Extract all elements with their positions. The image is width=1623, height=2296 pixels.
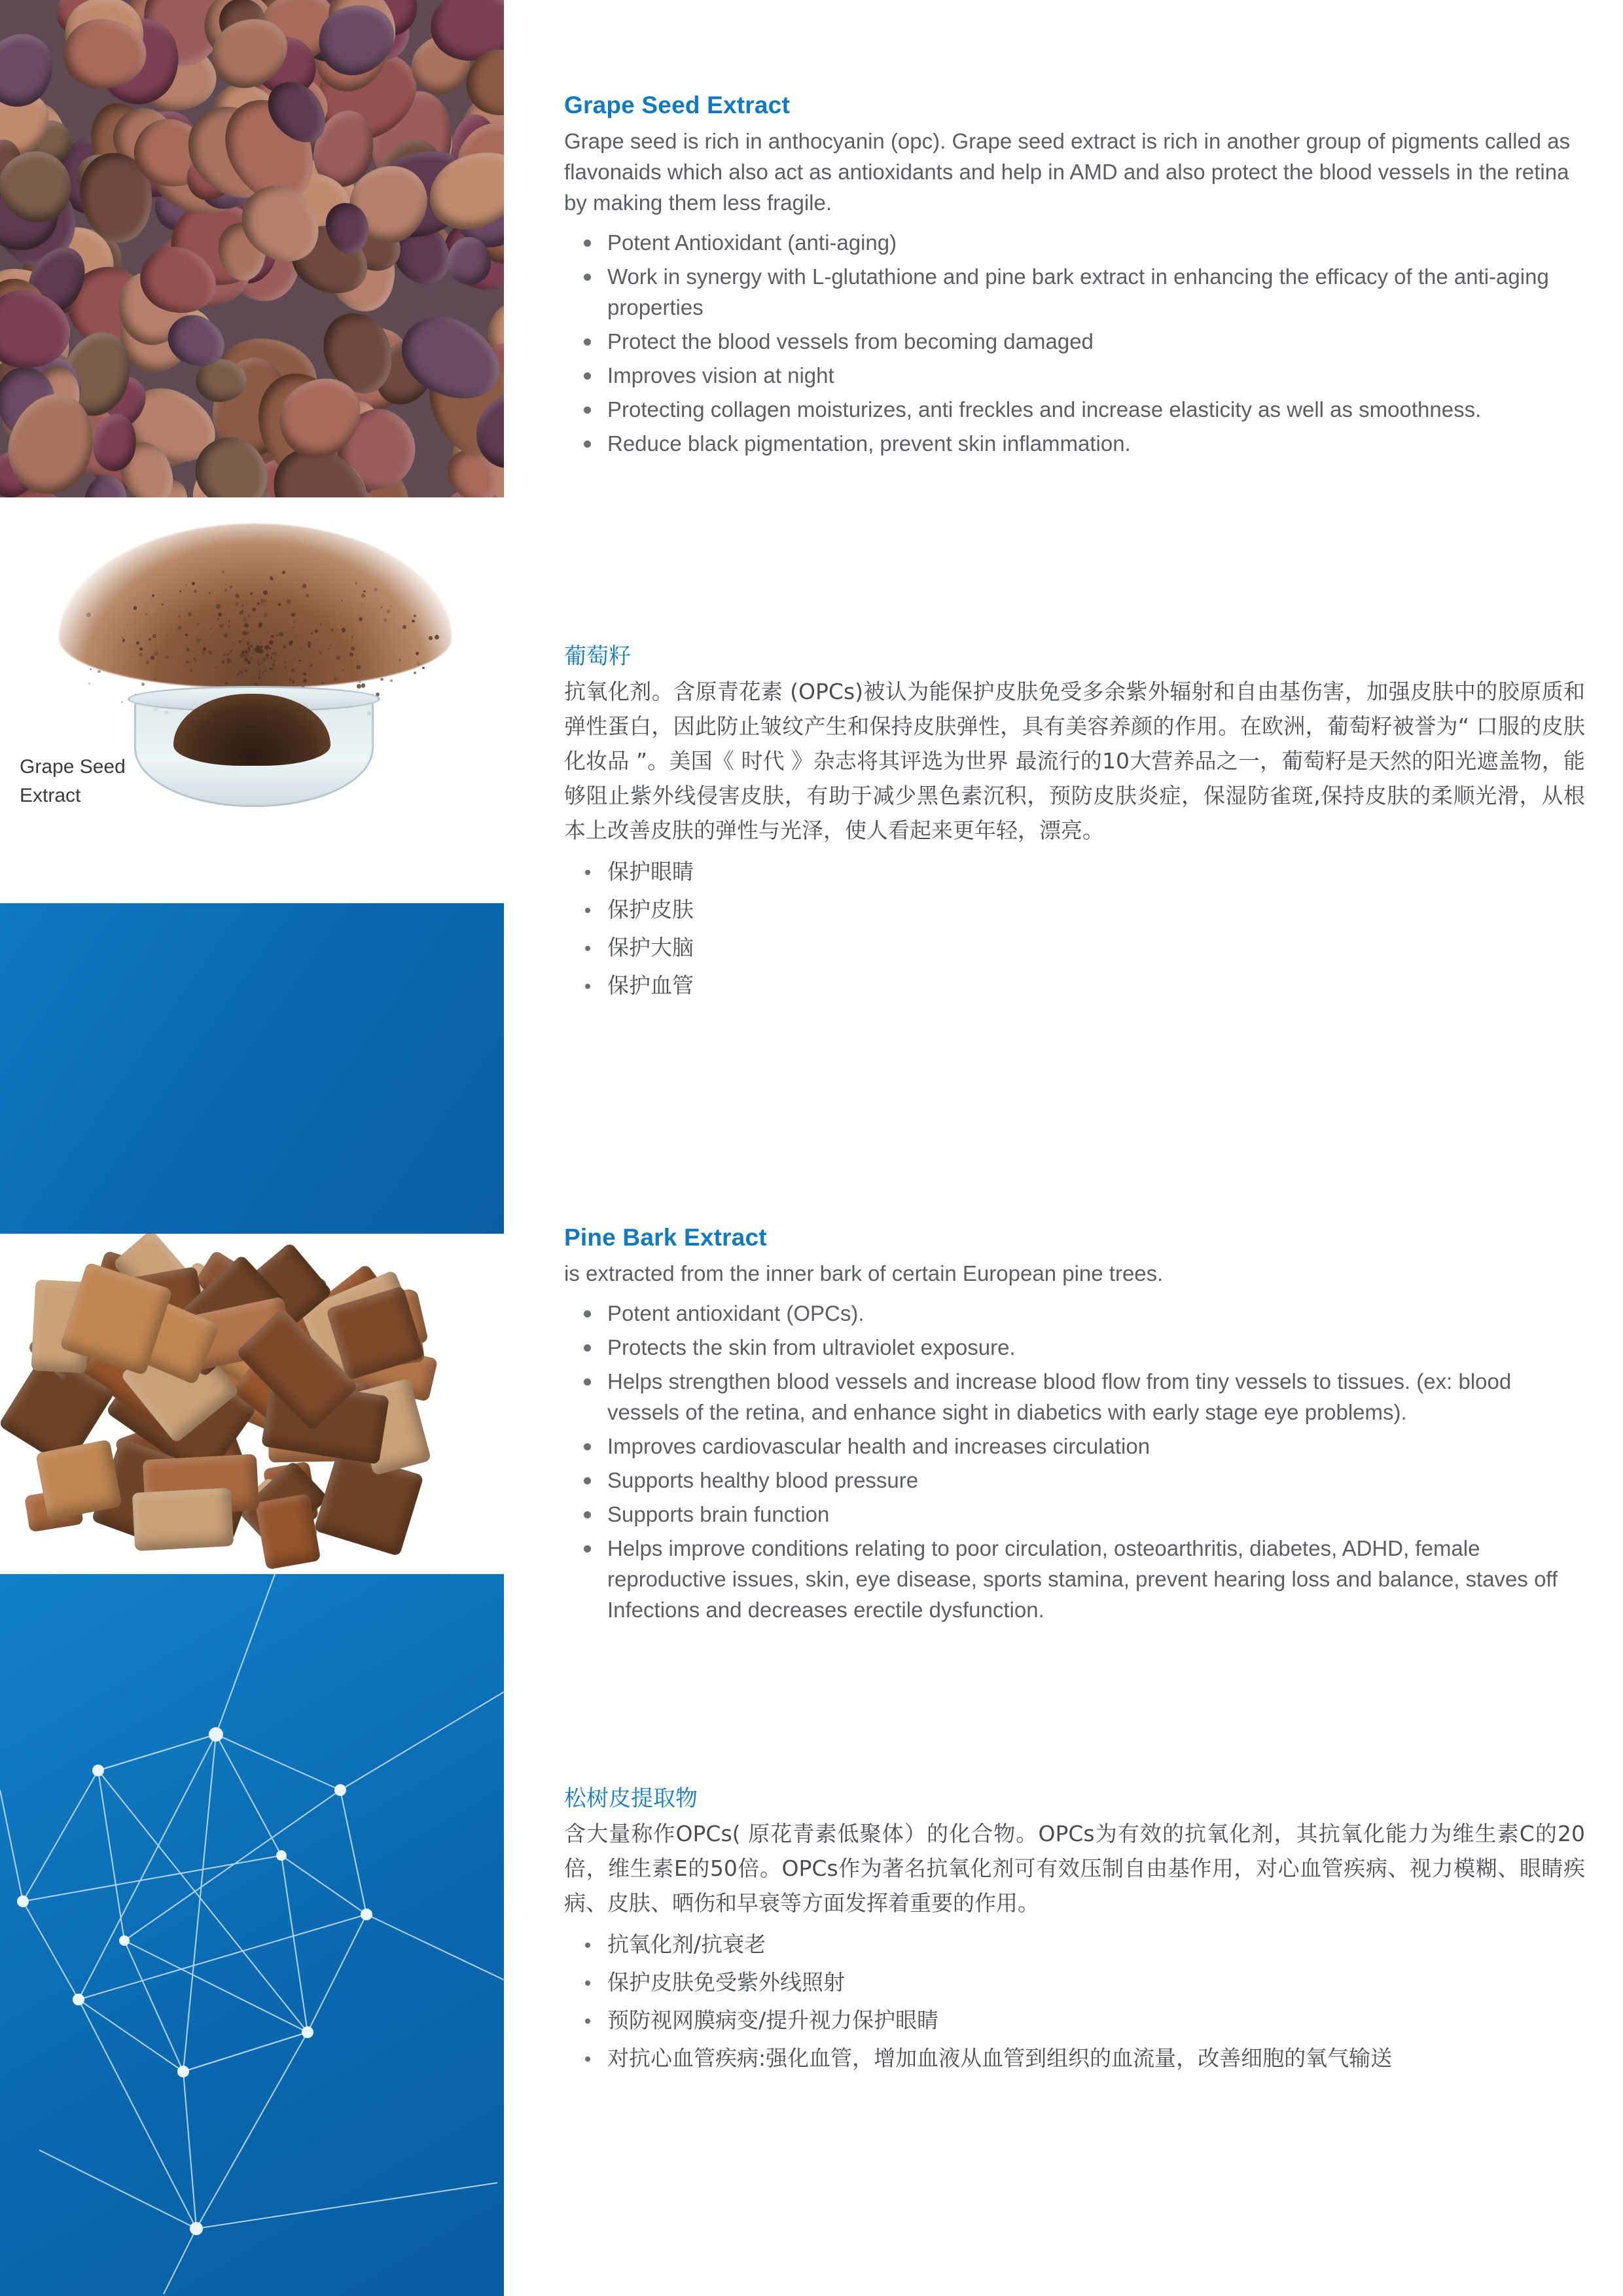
powder-grain [235, 602, 238, 605]
powder-grain [242, 617, 247, 622]
powder-grain [356, 665, 361, 670]
powder-grain [364, 590, 366, 592]
grape-seeds-texture [0, 0, 504, 497]
powder-grain [390, 679, 393, 682]
powder-grain [210, 628, 212, 630]
powder-grain [399, 658, 401, 661]
powder-grain [417, 662, 420, 665]
powder-grain [270, 576, 273, 579]
powder-grain [226, 653, 229, 656]
powder-grain [258, 676, 261, 679]
powder-grain [272, 635, 274, 637]
powder-grain [334, 677, 338, 681]
powder-grain [145, 613, 147, 615]
pine-bark-chips-photo [0, 1234, 504, 1574]
powder-grain [228, 625, 230, 628]
powder-grain [122, 639, 126, 642]
powder-grain [292, 680, 294, 683]
powder-grain [185, 584, 187, 586]
powder-grain [141, 683, 145, 686]
powder-grain [222, 571, 224, 573]
list-item: Work in synergy with L-glutathione and pine bark extract in enhancing the efficacy of the anti-aging properties [564, 261, 1585, 323]
powder-grain [226, 658, 231, 662]
powder-grain [250, 592, 253, 595]
powder-grain [302, 584, 306, 588]
powder-grain [252, 608, 255, 611]
powder-grain [270, 668, 274, 671]
list-item: Potent Antioxidant (anti-aging) [564, 227, 1585, 258]
list-item: Improves vision at night [564, 360, 1585, 391]
powder-grain [256, 645, 260, 649]
powder-grain [196, 638, 201, 643]
powder-grain [121, 701, 123, 703]
grape-seeds-photo [0, 0, 504, 497]
powder-grain [270, 656, 272, 658]
powder-grain [355, 582, 357, 584]
powder-grain [244, 669, 247, 672]
powder-grain [86, 613, 91, 617]
powder-grain [250, 657, 252, 659]
grape-seed-intro-en: Grape seed is rich in anthocyanin (opc). Grape seed extract is rich in another group of pigments called as flavonaids which also act as antioxidants and help in AMD and also protect the blood vessels in the retina by making them less fragile. [564, 129, 1571, 215]
powder-grain [248, 651, 250, 653]
pine-bark-bullets-cn [564, 1927, 1585, 2076]
powder-grain [228, 620, 230, 622]
powder-grain [222, 660, 224, 663]
powder-grain [232, 641, 234, 643]
powder-grain [359, 681, 361, 683]
powder-grain [224, 588, 227, 591]
grape-seed-body-cn: 抗氧化剂。含原青花素 (OPCs)被认为能保护皮肤免受多余紫外辐射和自由基伤害，加强皮肤中的胶原质和弹性蛋白，因此防止皱纹产生和保持皮肤弹性，具有美容养颜的作用。在欧洲，葡萄籽被誉为“ 口服的皮肤化妆品 ”。美国《 时代 》杂志将其评选为世界 最流行的10大营养品之一，葡萄籽是天然的阳光遮盖物，能够阻止紫外线侵害皮肤，有助于减少黑色素沉积，预防皮肤炎症，保湿防雀斑,保持皮肤的柔顺光滑，从根本上改善皮肤的弹性与光泽，使人看起来更年轻，漂亮。 [564, 679, 1585, 843]
powder-grain [310, 664, 313, 667]
list-item: Potent antioxidant (OPCs). [564, 1298, 1585, 1329]
powder-grain [308, 641, 312, 645]
powder-grain [262, 672, 264, 674]
powder-grain [252, 653, 254, 655]
powder-grain [187, 648, 189, 651]
powder-grain [132, 656, 133, 658]
powder-grain [203, 647, 207, 651]
powder-grain [298, 660, 300, 662]
list-item: 保护眼睛 [564, 854, 1585, 889]
powder-grain [319, 651, 322, 655]
powder-grain [336, 656, 340, 660]
powder-grain [306, 594, 310, 598]
powder-grain [244, 623, 249, 628]
powder-grain [244, 658, 248, 662]
powder-grain [330, 628, 334, 632]
powder-grain [261, 645, 263, 647]
powder-grain [166, 656, 168, 658]
powder-grain [279, 632, 283, 636]
list-item: Protecting collagen moisturizes, anti freckles and increase elasticity as well as smoothness. [564, 394, 1585, 425]
powder-grain [136, 641, 139, 645]
powder-grain [429, 636, 433, 640]
powder-grain [380, 678, 383, 681]
powder-grain [351, 636, 353, 638]
list-item: 预防视网膜病变/提升视力保护眼睛 [564, 2003, 1585, 2038]
powder-grain [154, 651, 158, 656]
powder-grain [98, 670, 100, 673]
pine-bark-body-cn: 含大量称作OPCs( 原花青素低聚体）的化合物。OPCs为有效的抗氧化剂，其抗氧化能力为维生素C的20倍，维生素E的50倍。OPCs作为著名抗氧化剂可有效压制自由基作用，对心血管疾病、视力模糊、眼睛疾病、皮肤、晒伤和早衰等方面发挥着重要的作用。 [564, 1821, 1585, 1916]
list-item: Protects the skin from ultraviolet exposure. [564, 1332, 1585, 1363]
powder-grain [241, 650, 244, 653]
powder-grain [88, 683, 90, 685]
powder-grain [422, 667, 425, 670]
powder-grain [272, 653, 274, 655]
grape-seed-extract-section-en [564, 92, 1585, 462]
powder-grain [238, 640, 241, 643]
powder-grain [249, 645, 252, 647]
powder-grain [315, 630, 317, 632]
powder-grain [390, 605, 391, 607]
powder-grain [209, 592, 210, 594]
list-item: 保护皮肤免受紫外线照射 [564, 1965, 1585, 2000]
powder-grain [218, 613, 222, 617]
image-column [0, 0, 504, 2296]
powder-caption-line2: Extract [20, 785, 81, 806]
powder-grain [269, 640, 274, 645]
powder-grain [151, 656, 154, 660]
list-item: Reduce black pigmentation, prevent skin inflammation. [564, 428, 1585, 459]
powder-grain [342, 670, 344, 671]
grape-seed-extract-section-cn [564, 638, 1585, 1006]
powder-grain [90, 668, 92, 670]
grape-seed-title-cn: 葡萄籽 [564, 644, 631, 669]
powder-grain [219, 624, 224, 628]
powder-grain [257, 602, 260, 605]
powder-grain [260, 599, 264, 602]
bark-chip [132, 1488, 234, 1551]
grape-seed [447, 237, 491, 285]
powder-heap [59, 524, 452, 687]
powder-grain [357, 684, 361, 689]
powder-grain [283, 660, 287, 664]
grape-seed-bullets-cn [564, 854, 1585, 1003]
powder-grain [224, 633, 228, 637]
list-item: 对抗心血管疾病:强化血管，增加血液从血管到组织的血流量，改善细胞的氧气输送 [564, 2041, 1585, 2076]
powder-grain [435, 635, 439, 639]
grape-seed-title-en: Grape Seed Extract [564, 92, 790, 118]
powder-grain [414, 672, 416, 674]
powder-grain [329, 645, 331, 647]
list-item: 保护血管 [564, 968, 1585, 1003]
list-item: Helps strengthen blood vessels and increase blood flow from tiny vessels to tissues. (ex: blood vessels of the retina, and enhance sight in diabetics with early stage eye problems). [564, 1366, 1585, 1427]
network-lines-icon [0, 1574, 504, 2296]
powder-grain [215, 667, 216, 668]
powder-grain [291, 613, 295, 617]
powder-grain [361, 683, 366, 688]
grape-seed-bullets-en [564, 227, 1585, 459]
list-item: Supports brain function [564, 1499, 1585, 1530]
powder-grain [272, 663, 275, 666]
powder-grain [174, 649, 175, 650]
powder-grain [264, 668, 267, 672]
powder-grain [197, 623, 200, 626]
powder-grain [190, 643, 192, 645]
powder-grain [216, 604, 221, 609]
list-item: Supports healthy blood pressure [564, 1465, 1585, 1496]
list-item: 保护皮肤 [564, 892, 1585, 927]
list-item: 抗氧化剂/抗衰老 [564, 1927, 1585, 1962]
pine-bark-title-en: Pine Bark Extract [564, 1224, 767, 1251]
pine-bark-title-cn: 松树皮提取物 [564, 1786, 698, 1811]
list-item: Protect the blood vessels from becoming damaged [564, 326, 1585, 357]
pine-bark-bullets-en [564, 1298, 1585, 1625]
powder-grain [266, 632, 269, 635]
blue-network-nodes-graphic [0, 1574, 504, 2296]
powder-grain [146, 660, 149, 664]
powder-grain [341, 600, 343, 601]
pine-bark-extract-section-cn [564, 1780, 1585, 2079]
powder-grain [289, 679, 292, 681]
powder-grain [247, 615, 251, 618]
powder-grain [192, 582, 195, 585]
list-item: 保护大脑 [564, 930, 1585, 965]
powder-caption-line1: Grape Seed [20, 756, 126, 778]
blue-color-block [0, 903, 504, 1234]
powder-grain [287, 600, 291, 604]
pine-bark-intro-en: is extracted from the inner bark of certain European pine trees. [564, 1261, 1164, 1285]
powder-grain [414, 615, 416, 617]
bark-chip [35, 1439, 122, 1520]
powder-grain [289, 641, 293, 645]
powder-grain [220, 680, 221, 681]
powder-grain [264, 613, 268, 617]
powder-grain [274, 652, 277, 655]
powder-grain [202, 651, 205, 654]
powder-caption [20, 753, 216, 810]
pine-bark-extract-section-en [564, 1224, 1585, 1628]
powder-grain [266, 654, 268, 656]
powder-grain [311, 632, 313, 634]
list-item: Improves cardiovascular health and increases circulation [564, 1431, 1585, 1462]
blue-gradient [0, 903, 504, 1234]
powder-grain [258, 663, 260, 666]
bark-chip [255, 1494, 321, 1570]
list-item: Helps improve conditions relating to poor circulation, osteoarthritis, diabetes, ADHD, female reproductive issues, skin, eye disease, sports stamina, prevent hearing loss and balance, staves off Infections and decreases erectile dysfunction. [564, 1533, 1585, 1625]
powder-grain [267, 645, 270, 647]
grape-seed-extract-powder-photo [0, 497, 504, 903]
powder-grain [273, 660, 276, 662]
powder-grain [208, 651, 212, 655]
